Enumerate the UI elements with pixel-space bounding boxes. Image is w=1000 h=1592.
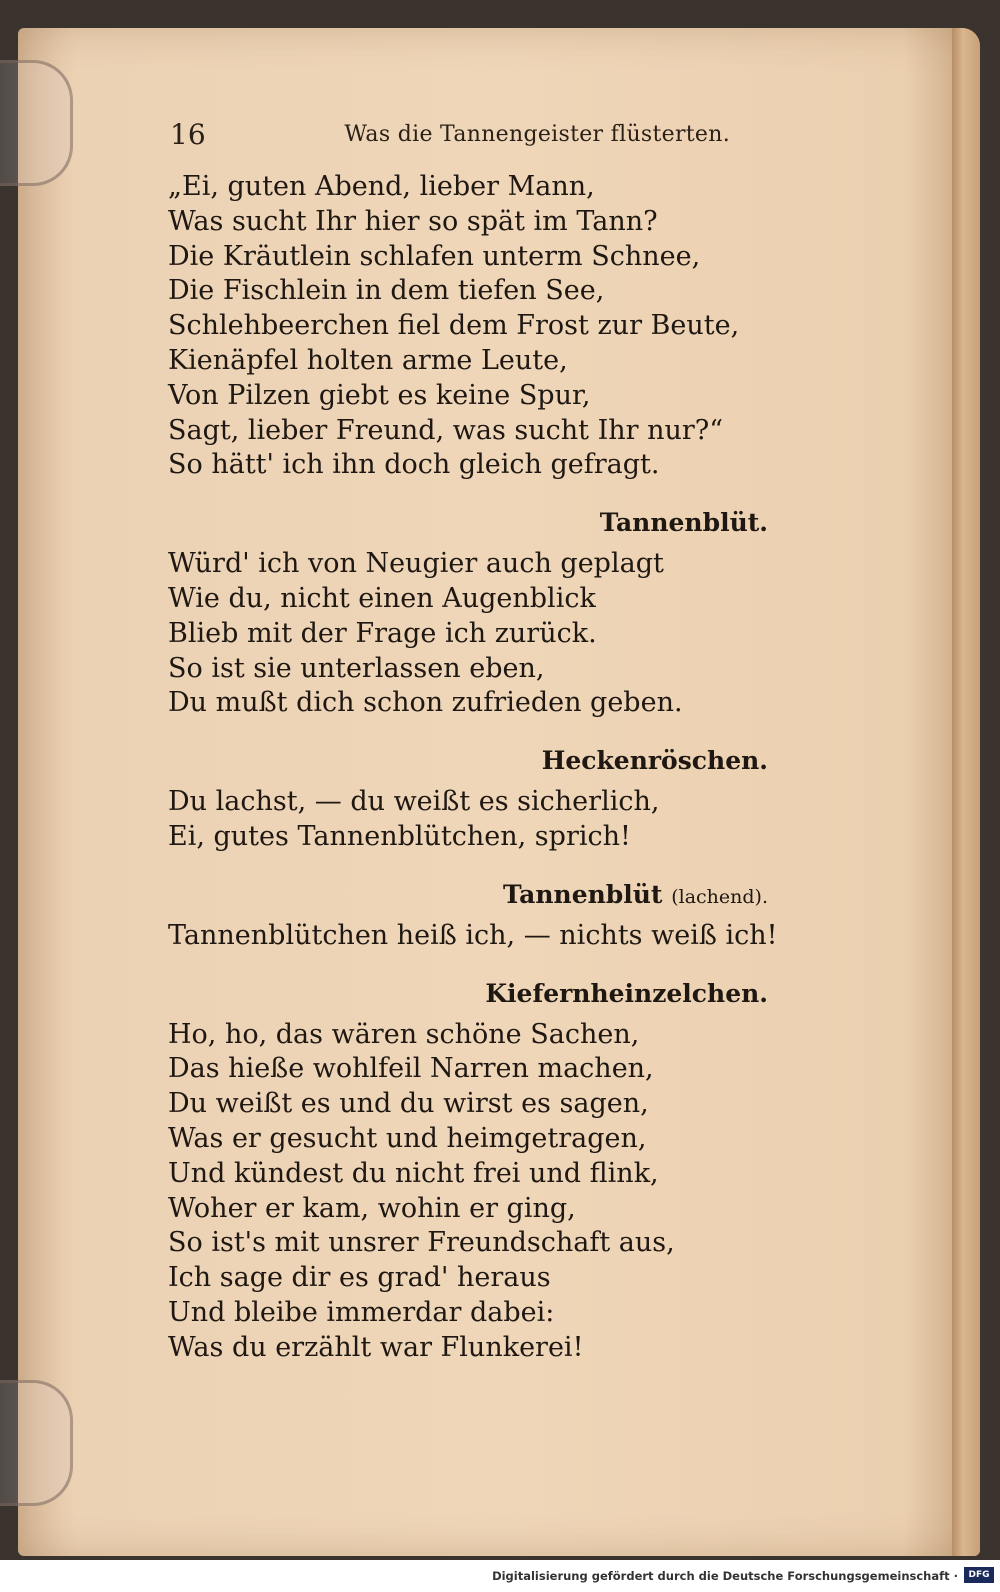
verse-line: Tannenblütchen heiß ich, — nichts weiß ich! bbox=[168, 919, 778, 951]
page-header bbox=[170, 118, 730, 154]
verse-line: Die Kräutlein schlafen unterm Schnee, bbox=[168, 240, 701, 272]
page-number: 16 bbox=[170, 118, 206, 151]
verse-line: Ei, gutes Tannenblütchen, sprich! bbox=[168, 820, 631, 852]
page-clip-top bbox=[0, 60, 73, 186]
speaker-name: Tannenblüt bbox=[502, 879, 663, 909]
verse-stanza bbox=[168, 170, 768, 483]
verse-line: So ist's mit unsrer Freundschaft aus, bbox=[168, 1227, 675, 1259]
speaker-name: Tannenblüt. bbox=[599, 508, 768, 538]
speaker-name: Kiefernheinzelchen. bbox=[485, 978, 768, 1008]
speaker-name: Heckenröschen. bbox=[541, 746, 768, 776]
verse-line: Was er gesucht und heimgetragen, bbox=[168, 1122, 647, 1154]
verse-line: Schlehbeerchen fiel dem Frost zur Beute, bbox=[168, 310, 740, 342]
poem-text bbox=[168, 170, 778, 1366]
verse-stanza bbox=[168, 785, 768, 855]
verse-line: So ist sie unterlassen eben, bbox=[168, 652, 545, 684]
verse-line: Du lachst, — du weißt es sicherlich, bbox=[168, 786, 660, 818]
verse-line: Was sucht Ihr hier so spät im Tann? bbox=[168, 205, 658, 237]
speaker-heading bbox=[168, 739, 768, 783]
verse-line: Ho, ho, das wären schöne Sachen, bbox=[168, 1018, 640, 1050]
running-title: Was die Tannengeister flüsterten. bbox=[344, 122, 730, 147]
verse-stanza bbox=[168, 919, 778, 954]
verse-stanza bbox=[168, 1018, 768, 1366]
verse-line: Sagt, lieber Freund, was sucht Ihr nur?“ bbox=[168, 414, 724, 446]
verse-line: Wie du, nicht einen Augenblick bbox=[168, 582, 596, 614]
digitization-credit: Digitalisierung gefördert durch die Deutsche Forschungsgemeinschaft · bbox=[492, 1569, 958, 1583]
verse-line: Du weißt es und du wirst es sagen, bbox=[168, 1088, 649, 1120]
speaker-heading bbox=[168, 501, 768, 545]
verse-stanza bbox=[168, 547, 768, 721]
stage-direction: (lachend). bbox=[671, 885, 768, 908]
dfg-logo: DFG bbox=[964, 1567, 994, 1583]
verse-line: Von Pilzen giebt es keine Spur, bbox=[168, 379, 591, 411]
verse-line: Du mußt dich schon zufrieden geben. bbox=[168, 687, 683, 719]
verse-line: Und bleibe immerdar dabei: bbox=[168, 1296, 555, 1328]
verse-line: Und kündest du nicht frei und flink, bbox=[168, 1157, 659, 1189]
page-edge bbox=[952, 28, 980, 1556]
verse-line: So hätt' ich ihn doch gleich gefragt. bbox=[168, 449, 660, 481]
verse-line: Die Fischlein in dem tiefen See, bbox=[168, 275, 605, 307]
verse-line: Ich sage dir es grad' heraus bbox=[168, 1262, 551, 1294]
speaker-heading bbox=[168, 972, 768, 1016]
verse-line: Blieb mit der Frage ich zurück. bbox=[168, 617, 597, 649]
verse-line: Das hieße wohlfeil Narren machen, bbox=[168, 1053, 654, 1085]
verse-line: Würd' ich von Neugier auch geplagt bbox=[168, 548, 664, 580]
verse-line: Was du erzählt war Flunkerei! bbox=[168, 1331, 584, 1363]
page-clip-bottom bbox=[0, 1380, 73, 1506]
verse-line: Kienäpfel holten arme Leute, bbox=[168, 344, 568, 376]
verse-line: „Ei, guten Abend, lieber Mann, bbox=[168, 171, 595, 202]
speaker-heading bbox=[168, 873, 768, 917]
footer-bar bbox=[0, 1560, 1000, 1592]
verse-line: Woher er kam, wohin er ging, bbox=[168, 1192, 576, 1224]
